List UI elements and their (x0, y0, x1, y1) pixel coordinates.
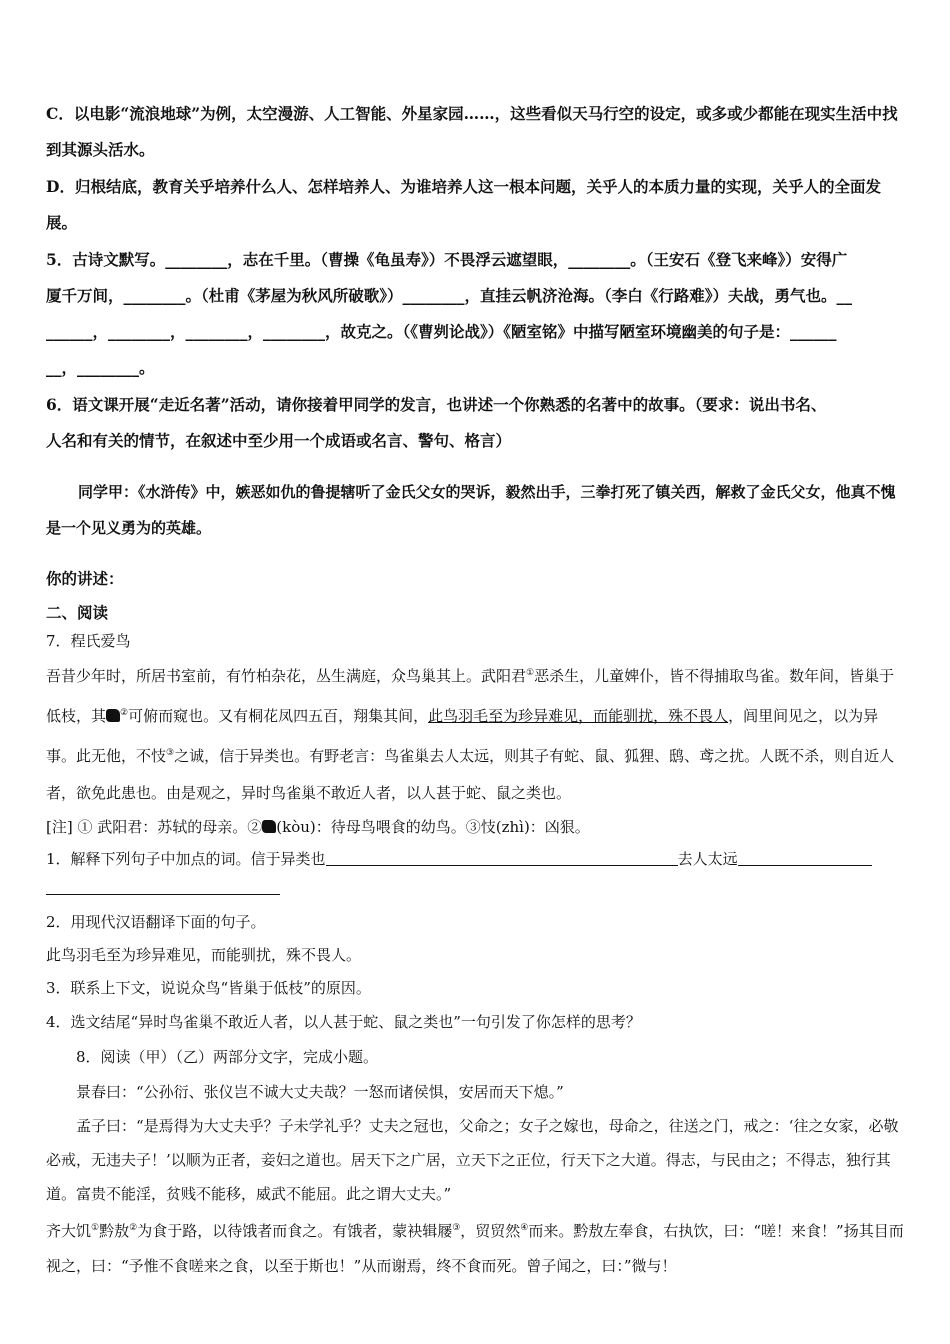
classmate-speech: 同学甲：《水浒传》中，嫉恶如仇的鲁提辖听了金氏父女的哭诉，毅然出手，三拳打死了镇关西，解救了金氏父女，他真不愧是一个见义勇为的英雄。 (46, 483, 896, 537)
rare-character-glyph (262, 820, 276, 833)
q5-line-2: 厦千万间，________。（杜甫《茅屋为秋风所破歌》）________，直挂云帆济沧海。（李白《行路难》）夫战，勇气也。__ (46, 286, 853, 305)
document-page (46, 96, 908, 1284)
q6-line-2: 人名和有关的情节，在叙述中至少用一个成语或名言、警句、格言） (46, 431, 512, 450)
q8-passage-jia-1: 景春曰：“公孙衍、张仪岂不诚大丈夫哉？一怒而诸侯惧，安居而天下熄。” (76, 1083, 564, 1101)
q8-passage-yi: 齐大饥①黔敖②为食于路，以待饿者而食之。有饿者，蒙袂辑屦③，贸贸然④而来。黔敖左奉食，右执饮，曰：“嗟！来食！”扬其目而视之，曰：“予惟不食嗟来之食，以至于斯也！”从而谢焉，终不食而死。曾子闻之，曰：”微与！ (46, 1222, 904, 1275)
q7-sub-3: 3．联系上下文，说说众鸟“皆巢于低枝”的原因。 (46, 979, 371, 997)
q7-title: 7．程氏爱鸟 (46, 632, 131, 650)
q8-title: 8．阅读（甲）（乙）两部分文字，完成小题。 (76, 1048, 379, 1066)
q7-notes: [注] ① 武阳君：苏轼的母亲。② (kòu)：待母鸟喂食的幼鸟。③忮(zhì)：凶狠。 (46, 818, 590, 836)
q5-line-1: 5．古诗文默写。________，志在千里。（曹操《龟虽寿》）不畏浮云遮望眼，________。（王安石《登飞来峰》）安得广 (46, 250, 848, 269)
option-d: D．归根结底，教育关乎培养什么人、怎样培养人、为谁培养人这一根本问题，关乎人的本质力量的实现，关乎人的全面发展。 (46, 177, 881, 232)
q7-sub-2-sentence: 此鸟羽毛至为珍异难见，而能驯扰，殊不畏人。 (46, 946, 362, 964)
q7-passage: 吾昔少年时，所居书室前，有竹柏杂花，丛生满庭，众鸟巢其上。武阳君①恶杀生，儿童婢仆，皆不得捕取鸟雀。数年间，皆巢于低枝，其 ②可俯而窥也。又有桐花凤四五百，翔集其间，此鸟羽毛至为珍异难见，而能驯扰，殊不畏人，闾里间见之，以为异事。此无他，不忮③之诚，信于异类也。有野老言：鸟雀巢去人太远，则其子有蛇、鼠、狐狸、鸱、鸢之扰。人既不杀，则自近人者，欲免此患也。由是观之，异时鸟雀巢不敢近人者，以人甚于蛇、鼠之类也。 (46, 667, 895, 802)
rare-character-glyph (106, 709, 120, 722)
question-5 (46, 242, 908, 386)
question-7 (46, 627, 908, 1039)
q5-line-4: __，________。 (46, 358, 155, 377)
q7-sub-4: 4．选文结尾“异时鸟雀巢不敢近人者，以人甚于蛇、鼠之类也”一句引发了你怎样的思考？ (46, 1013, 641, 1031)
section-heading-reading: 二、阅读 (46, 603, 109, 622)
q6-line-1: 6．语文课开展“走近名著”活动，请你接着甲同学的发言，也讲述一个你熟悉的名著中的故事。（要求：说出书名、 (46, 395, 827, 414)
q8-passage-jia-2: 孟子曰：“是焉得为大丈夫乎？子未学礼乎？丈夫之冠也，父命之；女子之嫁也，母命之，往送之门，戒之：‘往之女家，必敬必戒，无违夫子！’以顺为正者，妾妇之道也。居天下之广居，立天下之正位，行天下之大道。得志，与民由之；不得志，独行其道。富贵不能淫，贫贱不能移，威武不能屈。此之谓大丈夫。” (46, 1117, 899, 1203)
your-turn-label: 你的讲述： (46, 569, 124, 588)
question-6 (46, 387, 908, 597)
question-8 (46, 1039, 908, 1284)
underlined-sentence: 此鸟羽毛至为珍异难见，而能驯扰，殊不畏人 (428, 707, 729, 725)
q7-sub-2: 2．用现代汉语翻译下面的句子。 (46, 913, 266, 931)
answer-blank-continued[interactable] (46, 876, 280, 895)
answer-blank[interactable] (326, 850, 678, 866)
option-c: C．以电影“流浪地球”为例，太空漫游、人工智能、外星家园……，这些看似天马行空的设定，或多或少都能在现实生活中找到其源头活水。 (46, 104, 898, 159)
q7-sub-1: 1．解释下列句子中加点的词。信于异类也 去人太远 (46, 842, 908, 876)
answer-blank[interactable] (738, 850, 872, 866)
q5-line-3: ______，________，________，________，故克之。（《曹刿论战》）《陋室铭》中描写陋室环境幽美的句子是：______ (46, 322, 837, 341)
